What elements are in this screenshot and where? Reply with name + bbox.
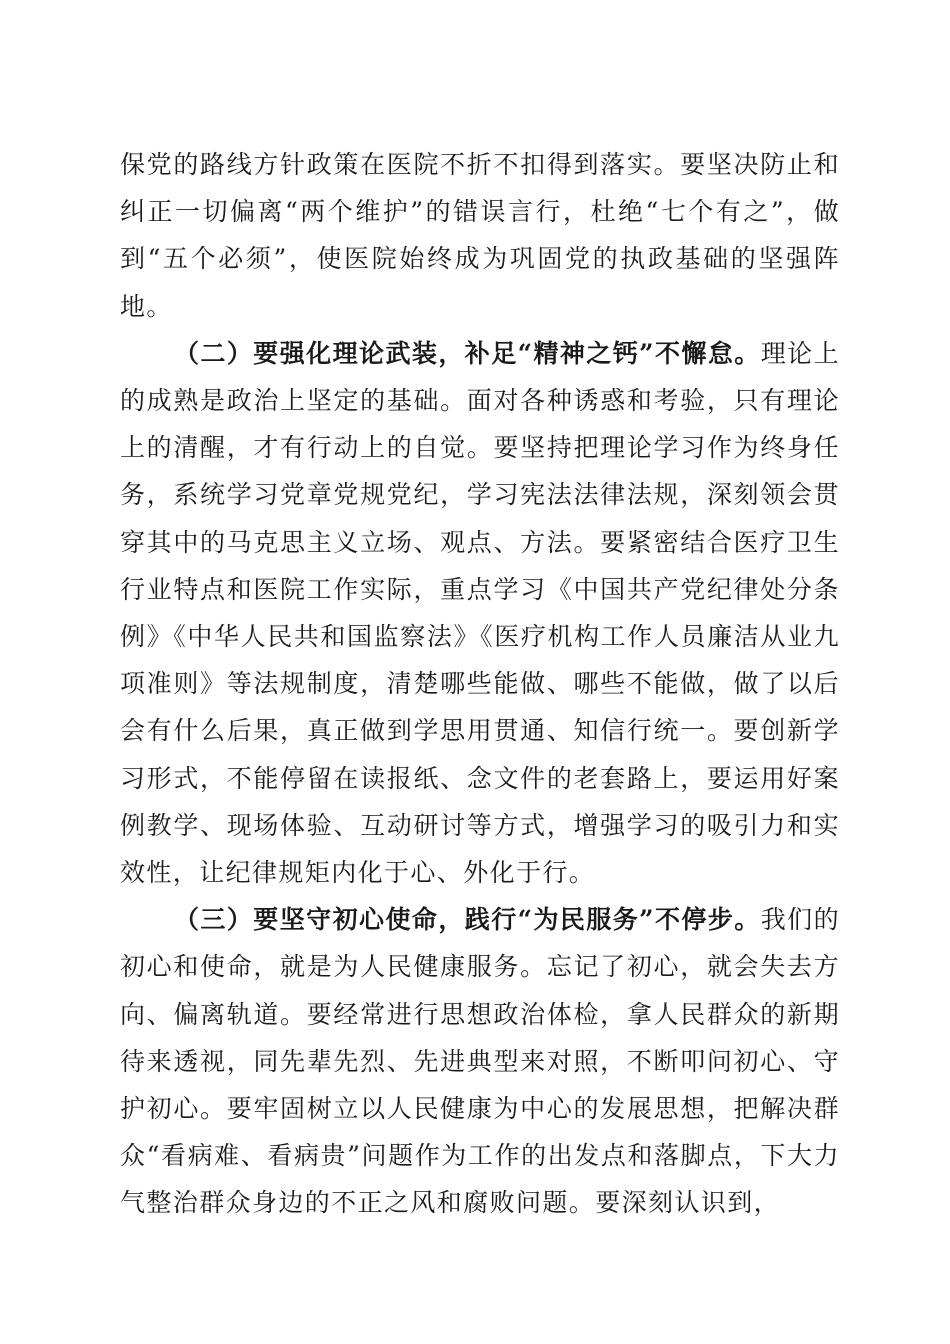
paragraph-section-two bbox=[120, 330, 840, 896]
paragraph-text: 我们的初心和使命，就是为人民健康服务。忘记了初心，就会失去方向、偏离轨道。要经常进行思想政治体检，拿人民群众的新期待来透视，同先辈先烈、先进典型来对照，不断叩问初心、守护初心。要牢固树立以人民健康为中心的发展思想，把解决群众“看病难、看病贵”问题作为工作的出发点和落脚点，下大力气整治群众身边的不正之风和腐败问题。要深刻认识到， bbox=[120, 905, 841, 1218]
paragraph-text: 保党的路线方针政策在医院不折不扣得到落实。要坚决防止和纠正一切偏离“两个维护”的错误言行，杜绝“七个有之”，做到“五个必须”，使医院始终成为巩固党的执政基础的坚强阵地。 bbox=[120, 150, 840, 321]
paragraph-continuation bbox=[120, 141, 840, 330]
section-heading-three: （三）要坚守初心使命，践行“为民服务”不停步。 bbox=[174, 905, 761, 935]
document-body bbox=[120, 141, 840, 1227]
paragraph-text: 理论上的成熟是政治上坚定的基础。面对各种诱惑和考验，只有理论上的清醒，才有行动上的自觉。要坚持把理论学习作为终身任务，系统学习党章党规党纪，学习宪法法律法规，深刻领会贯穿其中的马克思主义立场、观点、方法。要紧密结合医疗卫生行业特点和医院工作实际，重点学习《中国共产党纪律处分条例》《中华人民共和国监察法》《医疗机构工作人员廉洁从业九项准则》等法规制度，清楚哪些能做、哪些不能做，做了以后会有什么后果，真正做到学思用贯通、知信行统一。要创新学习形式，不能停留在读报纸、念文件的老套路上，要运用好案例教学、现场体验、互动研讨等方式，增强学习的吸引力和实效性，让纪律规矩内化于心、外化于行。 bbox=[120, 338, 841, 888]
paragraph-section-three bbox=[120, 896, 840, 1226]
section-heading-two: （二）要强化理论武装，补足“精神之钙”不懈怠。 bbox=[174, 338, 761, 368]
